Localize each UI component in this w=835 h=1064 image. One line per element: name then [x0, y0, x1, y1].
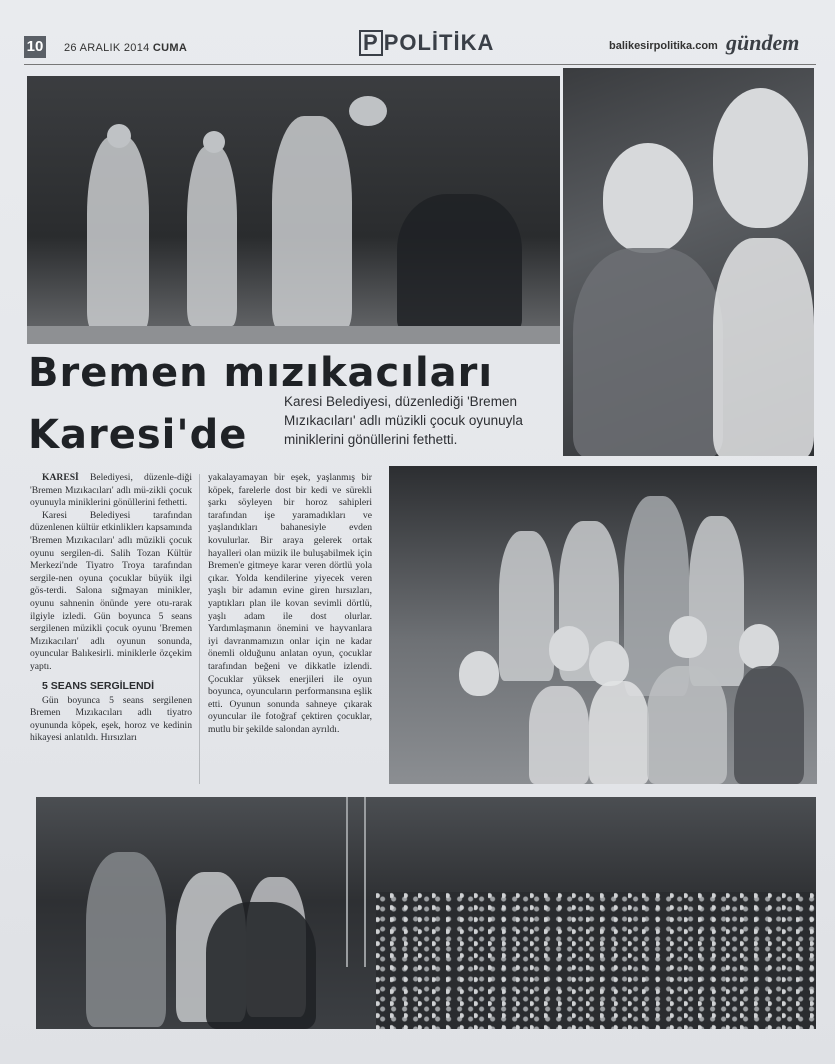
newspaper-logo	[359, 30, 494, 58]
paragraph: Karesi Belediyesi tarafından düzenlenen kültür etkinliklerı kapsamında 'Bremen Mızıkacıları' adlı müzikli çocuk oyunu sergilen-di. Salih Tozan Kültür Merkezi'nde Tiyatro Troya tarafından sergile-nen oyuna çocuklar büyük ilgi gös-terdi. Salona sığmayan minikler, oyunu sahnenin önünde yere otu-rarak ilgiyle izledi. Gün boyunca 5 seans sergilenen müzikli çocuk oyunu 'Bremen Mızıkacıları' adlı oyunun sonunda, oyuncular Balıkesirli. miniklerle özçekim yaptı.	[30, 509, 192, 672]
lighting-truss	[346, 797, 366, 967]
child-shirt	[713, 238, 814, 456]
actor-head	[203, 131, 225, 153]
article-deck: Karesi Belediyesi, düzenlediği 'Bremen Mızıkacıları' adlı müzikli çocuk oyunuyla miniklerini gönüllerini fethetti.	[284, 394, 523, 447]
group-photo	[389, 466, 817, 784]
child-face	[713, 88, 808, 228]
column-divider	[199, 474, 200, 784]
subheading: 5 SEANS SERGİLENDİ	[42, 679, 155, 692]
actor-head	[349, 96, 387, 126]
actor-figure	[272, 116, 352, 331]
child-face	[549, 626, 589, 671]
child-body	[529, 686, 589, 784]
child-body	[589, 681, 649, 784]
header-divider	[24, 64, 816, 65]
headline-line-1: Bremen mızıkacıları	[28, 350, 494, 396]
child-jacket	[573, 248, 723, 456]
stage-photo	[27, 76, 560, 344]
actor-figure	[397, 194, 522, 334]
stage-floor	[27, 326, 560, 344]
child-body	[647, 666, 727, 784]
actor-head	[107, 124, 131, 148]
issue-date	[64, 42, 187, 54]
dateline: KARESİ	[42, 472, 79, 483]
website-url: balikesirpolitika.com	[609, 40, 718, 52]
actor-figure	[689, 516, 744, 686]
article-column-1	[30, 472, 192, 745]
child-face	[669, 616, 707, 658]
actor-figure	[87, 136, 149, 331]
actor-figure	[206, 902, 316, 1029]
paragraph: yakalayamayan bir eşek, yaşlanmış bir köpek, farelerle dost bir kedi ve sürekli şarkı söyleyen bir horoz sahipleri tarafından işe yaramadıkları ve yaşlandıkları bahanesiyle evden kovulurlar. Bir araya gelerek ortak hayalleri olan müzik ile buluşabilmek için Bremen'e gitmeye karar veren dörtlü yola çıkar. Yolda kendilerine yiyecek veren yaşlı bir adamın evine giren hırsızları, yaptıkları plan ile kovan sevimli dörtlü, yaşlı adam ile dost olurlar. Yardımlaşmanın önemini ve hayvanlara iyi davranmamızın onlar için ne kadar önemli olduğunu anlatan oyun, çocuklar tarafından beğeni ve dikkatle izlendi. Çocuklar yüksek enerjileri ile oyun boyunca, oyuncuların performansına eşlik etti. Oyunun sonunda sahneye çıkarak oyuncular ile fotoğraf çektiren çocuklar, mutlu bir şekilde salondan ayrıldı.	[208, 472, 372, 735]
auditorium-photo	[36, 797, 816, 1029]
logo-text: POLİTİKA	[383, 30, 495, 55]
page-header	[24, 30, 814, 64]
child-face	[589, 641, 629, 686]
actor-figure	[86, 852, 166, 1027]
actor-figure	[499, 531, 554, 681]
audience-crowd	[376, 892, 816, 1029]
section-name: gündem	[726, 30, 800, 55]
headline-line-2: Karesi'de	[28, 412, 248, 458]
weekday-text: CUMA	[152, 42, 188, 54]
actor-figure	[187, 146, 237, 326]
child-face	[739, 624, 779, 669]
children-photo	[563, 68, 814, 456]
paragraph	[30, 472, 192, 510]
child-body	[734, 666, 804, 784]
article-column-2	[208, 472, 372, 736]
child-face	[459, 651, 499, 696]
date-text: 26 ARALIK 2014	[64, 42, 150, 54]
lead-text: Belediyesi, düzenle-diği 'Bremen Mızıkacıları' adlı mü-zikli çocuk oyunuyla miniklerini gönüllerini fethetti.	[30, 472, 192, 509]
paragraph: Gün boyunca 5 seans sergilenen Bremen Mızıkacıları adlı tiyatro oyununda köpek, eşek, horoz ve kedinin hikayesi anlatıldı. Hırsızları	[30, 694, 192, 744]
logo-initial: P	[359, 30, 383, 56]
child-face	[603, 143, 693, 253]
page-number: 10	[24, 36, 46, 58]
